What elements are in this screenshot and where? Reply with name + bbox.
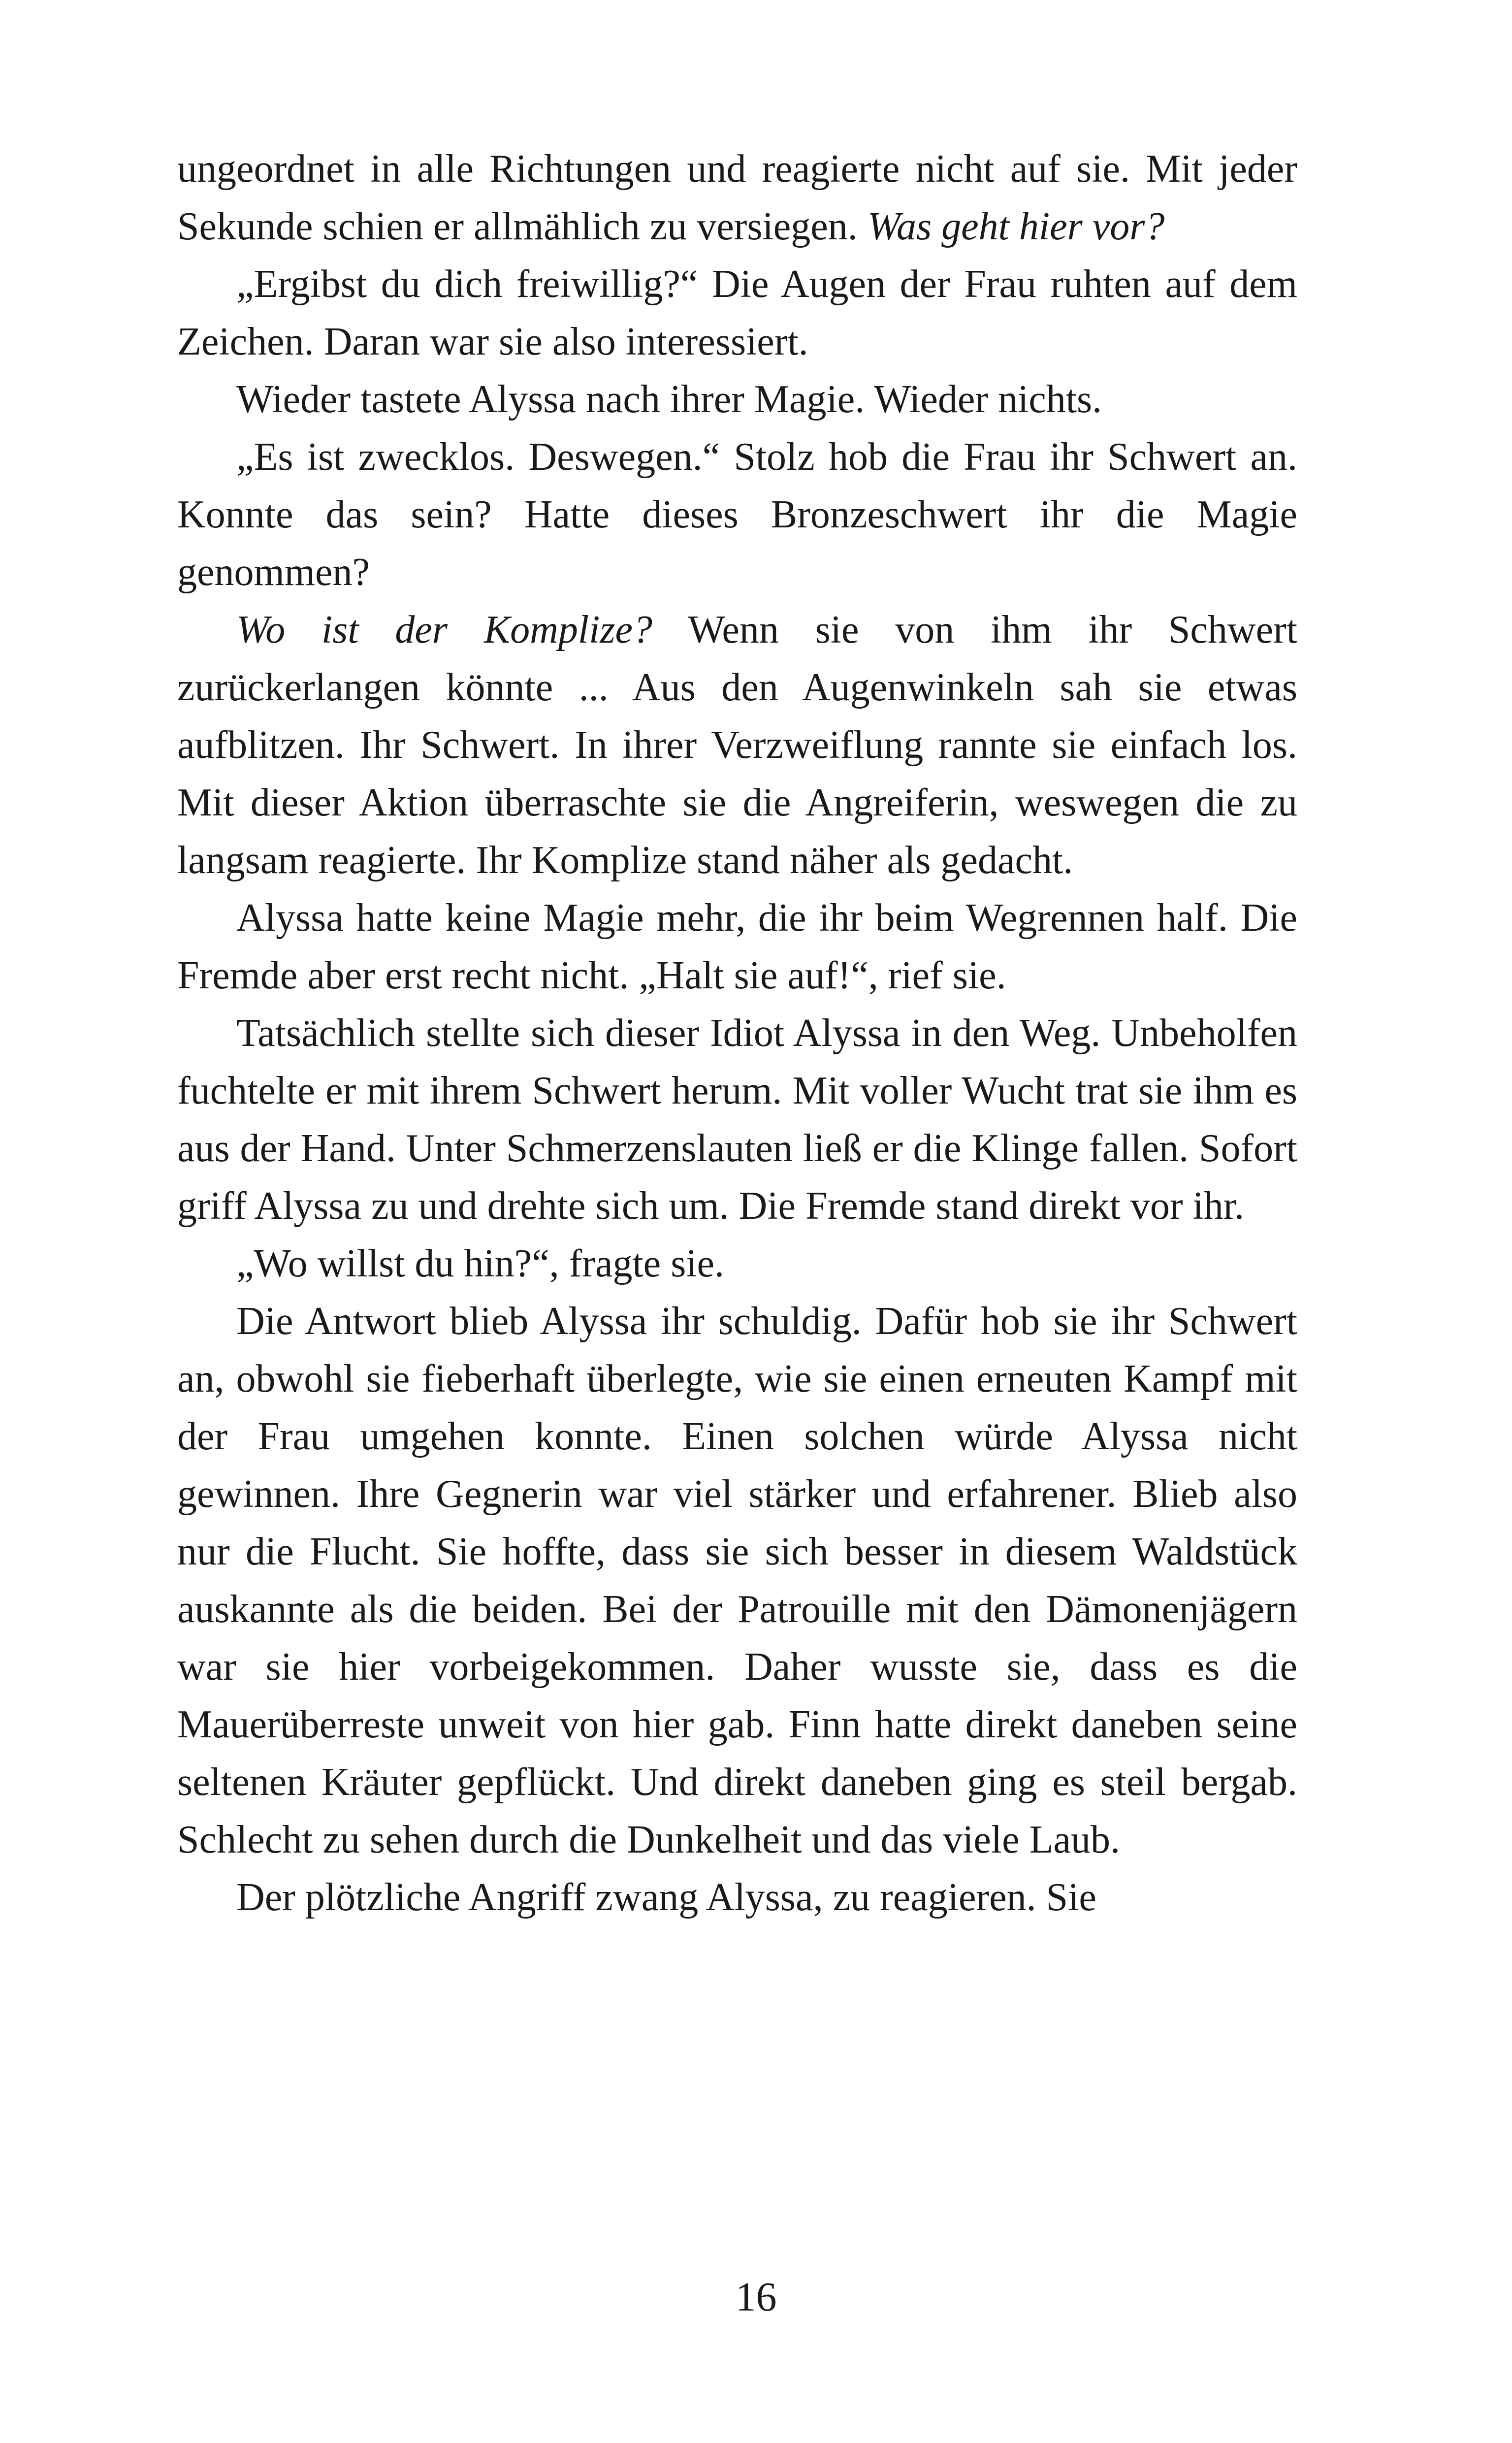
paragraph	[177, 256, 1297, 371]
paragraph	[177, 1869, 1297, 1926]
paragraph	[177, 1005, 1297, 1235]
text-run: „Wo willst du hin?“, fragte sie.	[236, 1242, 725, 1285]
text-run: ungeordnet in alle Richtungen und reagierte nicht auf sie. Mit jeder Sekunde schien er allmählich zu versiegen.	[177, 147, 1297, 248]
italic-thought: Was geht hier vor?	[867, 205, 1165, 248]
text-run: Wenn sie von ihm ihr Schwert zurückerlangen könnte ... Aus den Augenwinkeln sah sie etwas aufblitzen. Ihr Schwert. In ihrer Verzweiflung rannte sie einfach los. Mit dieser Aktion überraschte sie die Angreiferin, weswegen die zu langsam reagierte. Ihr Komplize stand näher als gedacht.	[177, 608, 1297, 882]
body-text	[177, 140, 1297, 1926]
text-run: Wieder tastete Alyssa nach ihrer Magie. Wieder nichts.	[236, 378, 1102, 421]
paragraph	[177, 889, 1297, 1005]
text-run: „Es ist zwecklos. Deswegen.“ Stolz hob die Frau ihr Schwert an. Konnte das sein? Hatte dieses Bronzeschwert ihr die Magie genommen?	[177, 435, 1297, 594]
text-run: Alyssa hatte keine Magie mehr, die ihr beim Wegrennen half. Die Fremde aber erst recht nicht. „Halt sie auf!“, rief sie.	[177, 896, 1297, 997]
italic-thought: Wo ist der Komplize?	[236, 608, 652, 651]
paragraph	[177, 601, 1297, 889]
paragraph	[177, 140, 1297, 256]
text-run: Die Antwort blieb Alyssa ihr schuldig. Dafür hob sie ihr Schwert an, obwohl sie fieberhaft überlegte, wie sie einen erneuten Kampf mit der Frau umgehen konnte. Einen solchen würde Alyssa nicht gewinnen. Ihre Gegnerin war viel stärker und erfahrener. Blieb also nur die Flucht. Sie hoffte, dass sie sich besser in diesem Waldstück auskannte als die beiden. Bei der Patrouille mit den Dämonenjägern war sie hier vorbeigekommen. Daher wusste sie, dass es die Mauerüberreste unweit von hier gab. Finn hatte direkt daneben seine seltenen Kräuter gepflückt. Und direkt daneben ging es steil bergab. Schlecht zu sehen durch die Dunkelheit und das viele Laub.	[177, 1300, 1297, 1861]
text-run: „Ergibst du dich freiwillig?“ Die Augen der Frau ruhten auf dem Zeichen. Daran war sie also interessiert.	[177, 262, 1297, 363]
text-run: Tatsächlich stellte sich dieser Idiot Alyssa in den Weg. Unbeholfen fuchtelte er mit ihrem Schwert herum. Mit voller Wucht trat sie ihm es aus der Hand. Unter Schmerzenslauten ließ er die Klinge fallen. Sofort griff Alyssa zu und drehte sich um. Die Fremde stand direkt vor ihr.	[177, 1011, 1297, 1228]
paragraph	[177, 371, 1297, 428]
paragraph	[177, 428, 1297, 601]
text-run: Der plötzliche Angriff zwang Alyssa, zu reagieren. Sie	[236, 1876, 1096, 1919]
paragraph	[177, 1235, 1297, 1293]
page-number: 16	[735, 2274, 777, 2320]
paragraph	[177, 1293, 1297, 1869]
